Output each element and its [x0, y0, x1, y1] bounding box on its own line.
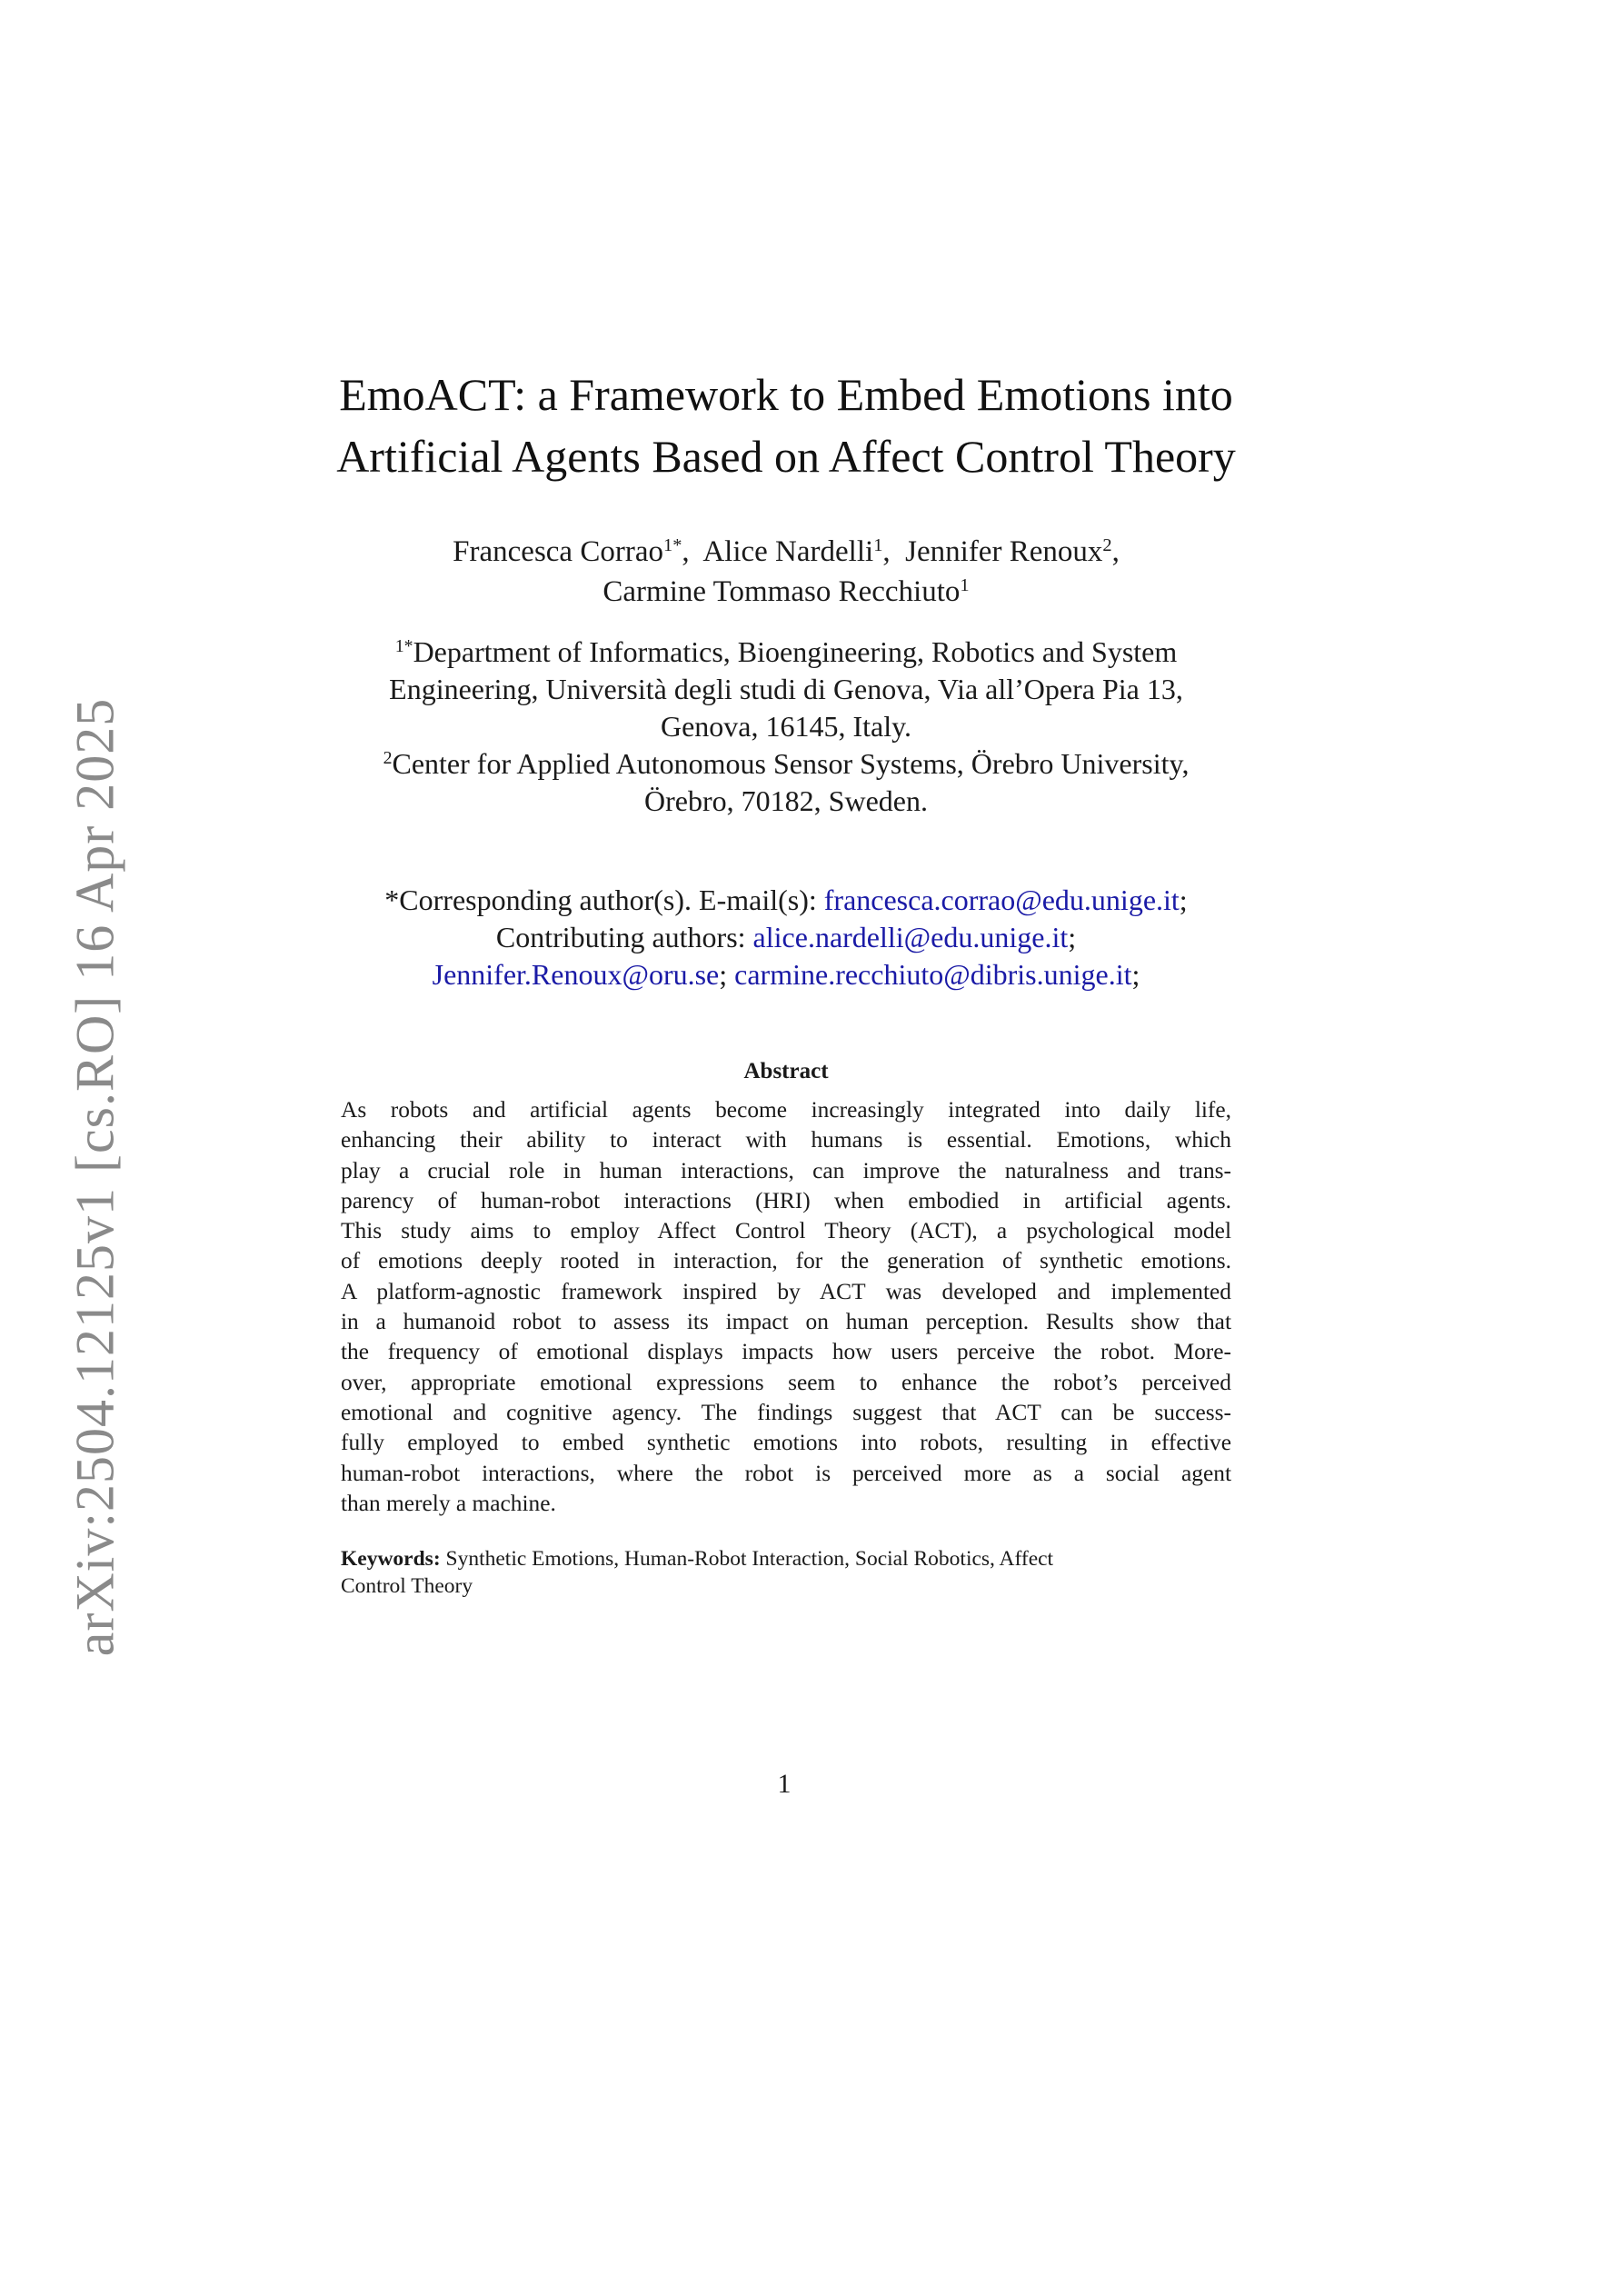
abstract-line: enhancing their ability to interact with humans is essential. Emotions, which — [341, 1127, 1231, 1153]
abstract-line: As robots and artificial agents become increasingly integrated into daily life, — [341, 1097, 1231, 1123]
affiliation-line: $^{1*}$Department of Informatics, Bioengineering, Robotics and System — [394, 635, 1178, 668]
contributing-label: Contributing authors: — [495, 921, 753, 953]
title-line-2: Artificial Agents Based on Affect Control Theory — [336, 431, 1236, 482]
abstract-heading: Abstract — [743, 1059, 829, 1083]
author-affiliation-mark: 1* — [662, 534, 682, 555]
email-link[interactable]: alice.nardelli@edu.unige.it — [752, 921, 1069, 953]
author-affiliation-mark: 1 — [873, 534, 883, 555]
author-affiliation-mark: 2 — [1102, 534, 1112, 555]
author-list — [273, 532, 1299, 612]
affiliation-line: $^2$Center for Applied Autonomous Sensor Systems, Örebro University, — [383, 747, 1190, 780]
abstract-line: parency of human-robot interactions (HRI) when embodied in artificial agents. — [341, 1187, 1231, 1213]
abstract-line: fully employed to embed synthetic emotions into robots, resulting in effective — [341, 1430, 1231, 1456]
keywords-label: Keywords: — [341, 1547, 441, 1571]
abstract-line: than merely a machine. — [341, 1490, 556, 1516]
keywords-line — [341, 1545, 1231, 1572]
title-line-1: EmoACT: a Framework to Embed Emotions into — [339, 369, 1233, 420]
author-name: Francesca Corrao — [453, 535, 663, 568]
abstract-line: the frequency of emotional displays impacts how users perceive the robot. More- — [341, 1339, 1231, 1365]
email-link[interactable]: carmine.recchiuto@dibris.unige.it — [734, 958, 1132, 991]
page-number: 1 — [777, 1769, 792, 1799]
abstract-line: play a crucial role in human interactions, can improve the naturalness and trans- — [341, 1157, 1231, 1183]
abstract-line: in a humanoid robot to assess its impact on human perception. Results show that — [341, 1309, 1231, 1335]
correspondence-label: *Corresponding author(s). E-mail(s): — [384, 883, 824, 916]
author-name: Carmine Tommaso Recchiuto — [602, 575, 961, 608]
correspondence-line: Contributing authors: alice.nardelli@edu.unige.it; — [495, 921, 1077, 953]
author-name: Jennifer Renoux — [905, 535, 1103, 568]
correspondence-block — [273, 882, 1299, 993]
abstract-line: of emotions deeply rooted in interaction, for the generation of synthetic emotions. — [341, 1248, 1231, 1274]
keywords-text: Synthetic Emotions, Human-Robot Interaction, Social Robotics, Affect — [445, 1547, 1054, 1571]
affiliation-line: Örebro, 70182, Sweden. — [644, 784, 928, 817]
affiliation-line: Engineering, Università degli studi di Genova, Via all’Opera Pia 13, — [389, 673, 1183, 705]
arxiv-stamp: arXiv:2504.12125v1 [cs.RO] 16 Apr 2025 — [65, 697, 125, 1657]
abstract-text — [341, 1095, 1231, 1519]
paper-title — [273, 364, 1299, 487]
author-affiliation-mark: 1 — [960, 574, 970, 595]
keywords-block — [341, 1545, 1231, 1600]
email-link[interactable]: Jennifer.Renoux@oru.se — [432, 958, 720, 991]
affiliation-mark: 1* — [394, 636, 413, 657]
author-line-2 — [273, 572, 1299, 612]
author-name: Alice Nardelli — [702, 535, 874, 568]
abstract-line: human-robot interactions, where the robot is perceived more as a social agent — [341, 1460, 1231, 1486]
keywords-line: Control Theory — [341, 1574, 473, 1598]
affiliation-mark: 2 — [383, 748, 393, 769]
correspondence-line: Jennifer.Renoux@oru.se; carmine.recchiuto@dibris.unige.it; — [432, 958, 1140, 991]
affiliation-line: Genova, 16145, Italy. — [660, 710, 912, 743]
abstract-line: This study aims to employ Affect Control Theory (ACT), a psychological model — [341, 1218, 1231, 1244]
correspondence-line: *Corresponding author(s). E-mail(s): francesca.corrao@edu.unige.it; — [384, 883, 1188, 916]
abstract-line: emotional and cognitive agency. The findings suggest that ACT can be success- — [341, 1399, 1231, 1425]
author-line-1: Francesca Corrao$^{1*}$, Alice Nardelli$^1$, Jennifer Renoux$^2$, — [453, 534, 1120, 568]
abstract-line: over, appropriate emotional expressions seem to enhance the robot’s perceived — [341, 1369, 1231, 1395]
affiliation-list — [273, 634, 1299, 820]
email-link[interactable]: francesca.corrao@edu.unige.it — [823, 883, 1180, 916]
abstract-line: A platform-agnostic framework inspired by ACT was developed and implemented — [341, 1278, 1231, 1304]
